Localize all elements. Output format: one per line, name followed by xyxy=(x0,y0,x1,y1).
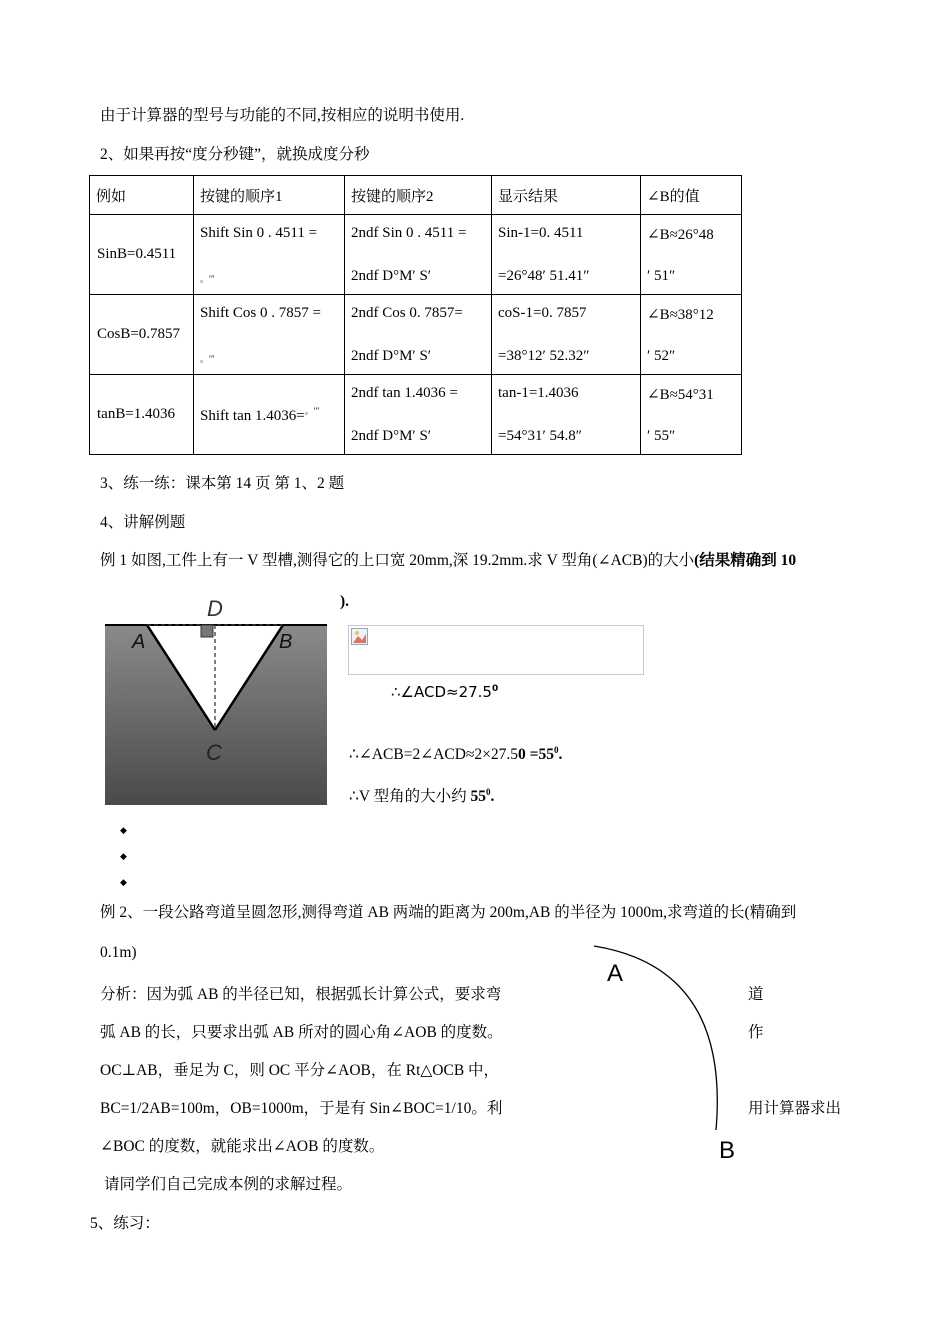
table-header-row xyxy=(90,176,742,215)
example-2-text: 例 2、一段公路弯道呈圆忽形,测得弯道 AB 两端的距离为 200m,AB 的半径为 1000m,求弯道的长(精确到 xyxy=(100,904,797,921)
result-cell: Sin-1=0. 4511 =26°48′ 51.41″ xyxy=(492,215,641,295)
step-2-heading: 2、如果再按“度分秒键”，就换成度分秒 xyxy=(100,146,370,163)
solution-line-1: $\therefore\angle ACD\approx 27.5^0$ xyxy=(391,683,499,701)
bullet-icon: ◆ xyxy=(120,825,127,835)
analysis-line: BC=1/2AB=100m，OB=1000m，于是有 Sin∠BOC=1/10。利 xyxy=(100,1100,503,1117)
seq1-cell: Shift Cos 0 . 7857 = 。′″ xyxy=(194,295,345,375)
seq2-cell: 2ndf tan 1.4036 = 2ndf D°M′ S′ xyxy=(345,375,492,455)
header-cell: ∠B的值 xyxy=(641,176,742,215)
bullet-icon: ◆ xyxy=(120,851,127,861)
arc-label-a: A xyxy=(607,960,624,987)
analysis-line: 请同学们自己完成本例的求解过程。 xyxy=(104,1176,353,1193)
broken-image-icon xyxy=(351,628,369,646)
label-c: C xyxy=(206,740,222,765)
intro-line: 由于计算器的型号与功能的不同,按相应的说明书使用. xyxy=(100,107,465,124)
analysis-line: ∠BOC 的度数，就能求出∠AOB 的度数。 xyxy=(100,1138,385,1155)
analysis-line: 弧 AB 的长，只要求出弧 AB 所对的圆心角∠AOB 的度数。 xyxy=(100,1024,503,1041)
value-cell: ∠B≈26°48 ′ 51″ xyxy=(641,215,742,295)
calculator-table xyxy=(89,175,742,455)
header-cell: 显示结果 xyxy=(492,176,641,215)
seq1-cell: Shift tan 1.4036=。′″ xyxy=(194,375,345,455)
step-5-heading: 5、练习： xyxy=(90,1215,160,1232)
seq1-cell: Shift Sin 0 . 4511 = 。′″ xyxy=(194,215,345,295)
result-cell: tan-1=1.4036 =54°31′ 54.8″ xyxy=(492,375,641,455)
value-cell: ∠B≈38°12 ′ 52″ xyxy=(641,295,742,375)
analysis-right-fragment: 作 xyxy=(748,1024,764,1041)
seq2-cell: 2ndf Sin 0 . 4511 = 2ndf D°M′ S′ xyxy=(345,215,492,295)
analysis-right-fragment: 道 xyxy=(748,986,764,1003)
example-2-text-end: 0.1m) xyxy=(100,944,137,961)
analysis-right-fragment: 用计算器求出 xyxy=(748,1100,842,1117)
example-cell: SinB=0.4511 xyxy=(90,215,194,295)
arc-label-b: B xyxy=(719,1137,736,1164)
solution-line-2: ∴∠ACB=2∠ACD≈2×27.50 $=55^0$. xyxy=(349,745,563,764)
example-cell: tanB=1.4036 xyxy=(90,375,194,455)
label-a: A xyxy=(132,631,146,653)
seq2-cell: 2ndf Cos 0. 7857= 2ndf D°M′ S′ xyxy=(345,295,492,375)
table-row xyxy=(90,215,742,295)
example-1-text: 例 1 如图,工件上有一 V 型槽,测得它的上口宽 20mm,深 19.2mm.求 V 型角(∠ACB)的大小(结果精确到 10 xyxy=(100,552,797,569)
solution-line-3: ∴V 型角的大小约 $55^0$. xyxy=(349,786,495,805)
step-3-heading: 3、练一练：课本第 14 页 第 1、2 题 xyxy=(100,475,345,492)
result-cell: coS-1=0. 7857 =38°12′ 52.32″ xyxy=(492,295,641,375)
example-1-text-end: ). xyxy=(340,593,350,610)
label-d: D xyxy=(207,596,223,621)
example-cell: CosB=0.7857 xyxy=(90,295,194,375)
header-cell: 例如 xyxy=(90,176,194,215)
header-cell: 按键的顺序1 xyxy=(194,176,345,215)
image-placeholder xyxy=(348,625,644,675)
table-row xyxy=(90,375,742,455)
bullet-icon: ◆ xyxy=(120,877,127,887)
analysis-line: OC⊥AB，垂足为 C，则 OC 平分∠AOB，在 Rt△OCB 中， xyxy=(100,1062,500,1079)
v-groove-figure xyxy=(105,592,327,805)
label-b: B xyxy=(279,631,293,653)
value-cell: ∠B≈54°31 ′ 55″ xyxy=(641,375,742,455)
step-4-heading: 4、讲解例题 xyxy=(100,514,186,531)
header-cell: 按键的顺序2 xyxy=(345,176,492,215)
analysis-line: 分析：因为弧 AB 的半径已知，根据弧长计算公式，要求弯 xyxy=(100,986,502,1003)
table-row xyxy=(90,295,742,375)
